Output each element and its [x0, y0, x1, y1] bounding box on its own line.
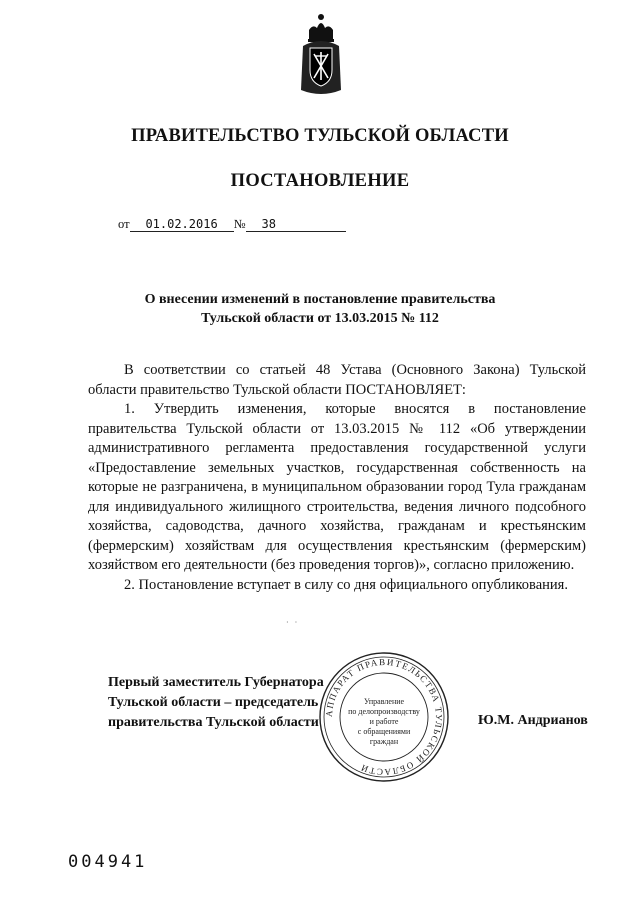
document-date: 01.02.2016	[130, 217, 234, 232]
scan-marks: · ·	[286, 618, 298, 627]
body-paragraph: В соответствии со статьей 48 Устава (Основного Закона) Тульской области правительство Тульской области ПОСТАНОВЛЯЕТ:	[88, 362, 586, 398]
subject-line: Тульской области от 13.03.2015 № 112	[201, 311, 439, 326]
date-label: от	[118, 217, 130, 231]
stamp-text-line: и работе	[369, 717, 399, 726]
signatory-title-line: Первый заместитель Губернатора	[108, 675, 324, 690]
registration-number: 004941	[68, 852, 148, 872]
signatory-title-line: Тульской области – председатель	[108, 695, 319, 710]
coat-of-arms-emblem	[297, 12, 345, 98]
government-title: ПРАВИТЕЛЬСТВО ТУЛЬСКОЙ ОБЛАСТИ	[131, 126, 509, 146]
stamp-text-line: по делопроизводству	[348, 707, 420, 716]
stamp-text-line: с обращениями	[357, 727, 411, 736]
stamp-ring-text: АППАРАТ ПРАВИТЕЛЬСТВА ТУЛЬСКОЙ ОБЛАСТИ	[323, 656, 445, 778]
stamp-text-line: граждан	[369, 737, 399, 746]
signatory-title	[108, 673, 348, 733]
signatory-title-line: правительства Тульской области	[108, 715, 319, 730]
stamp-text-line: Управление	[363, 697, 405, 706]
stamp-center-text	[330, 697, 438, 747]
signatory-name: Ю.М. Андрианов	[478, 713, 588, 728]
document-type-title: ПОСТАНОВЛЕНИЕ	[230, 171, 410, 191]
subject-line: О внесении изменений в постановление правительства	[144, 292, 496, 307]
date-number-line	[118, 216, 346, 232]
document-body	[88, 361, 586, 595]
body-paragraph: 1. Утвердить изменения, которые вносятся в постановление правительства Тульской области от 13.03.2015 № 112 «Об утверждении административного регламента предоставления государственной услуги «Предоставление земельных участков, государственная собственность на которые не разграничена, в муниципальном образовании город Тула гражданам для индивидуального жилищного строительства, ведения личного подсобного хозяйства, садоводства, дачного хозяйства, гражданам и крестьянским (фермерским) хозяйствам для осуществления крестьянским (фермерским) хозяйством его деятельности (без проведения торгов)», согласно приложению.	[88, 401, 586, 573]
number-label: №	[233, 217, 246, 231]
document-subject	[120, 290, 520, 328]
document-number: 38	[246, 217, 346, 232]
body-paragraph: 2. Постановление вступает в силу со дня официального опубликования.	[124, 576, 568, 593]
